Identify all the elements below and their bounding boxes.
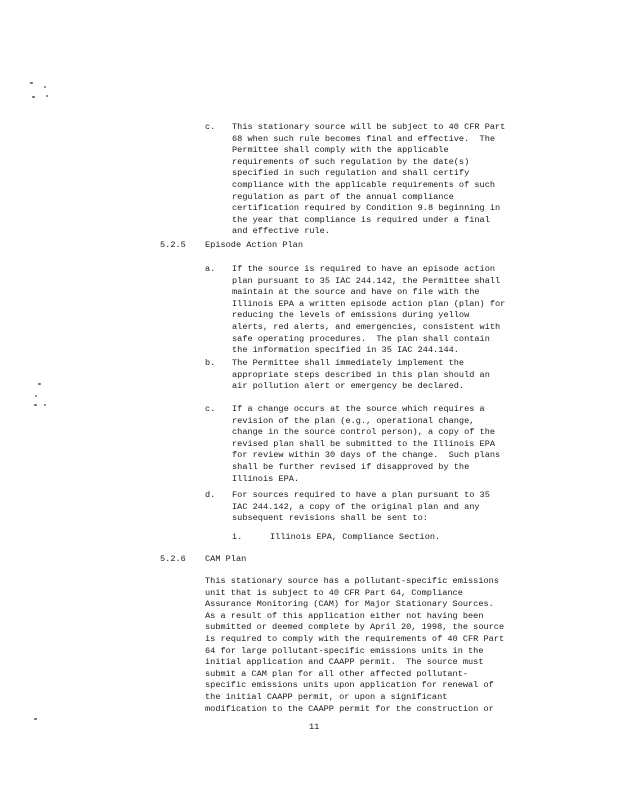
item-marker: c. (205, 122, 216, 132)
section-number: 5.2.5 (160, 240, 186, 250)
scan-speck (44, 86, 46, 88)
section-number: 5.2.6 (160, 554, 186, 564)
scan-speck (44, 404, 46, 406)
scan-speck (46, 95, 48, 97)
paragraph-item-a: If the source is required to have an episode action plan pursuant to 35 IAC 244.142, the Permittee shall maintain at the source and have on file with the Illinois EPA a written episode action plan (plan) for reducing the levels of emissions during yellow alerts, red alerts, and emergencies, consistent with safe operating procedures. The plan shall contain the information specified in 35 IAC 244.144. (232, 264, 506, 356)
scan-speck (38, 383, 41, 385)
item-marker: b. (205, 358, 216, 368)
paragraph-cam-plan: This stationary source has a pollutant-specific emissions unit that is subject to 40 CFR Part 64, Compliance Assurance Monitoring (CAM) for Major Stationary Sources. As a result of this application either not having been submitted or deemed complete by April 20, 1998, the source is required to comply with the requirements of 40 CFR Part 64 for large pollutant-specific emissions units in the initial application and CAAPP permit. The source must submit a CAM plan for all other affected pollutant- specific emissions units upon application for renewal of the initial CAAPP permit, or upon a significant modification to the CAAPP permit for the construction or (205, 576, 505, 714)
paragraph-item-c-top: This stationary source will be subject to 40 CFR Part 68 when such rule becomes final and effective. The Permittee shall comply with the applicable requirements of such regulation by the date(s) specified in such regulation and shall certify compliance with the applicable requirements of such regulation as part of the annual compliance certification required by Condition 9.8 beginning in the year that compliance is required under a final and effective rule. (232, 122, 506, 237)
item-marker: c. (205, 404, 216, 414)
paragraph-item-c: If a change occurs at the source which requires a revision of the plan (e.g., operational change, change in the source control person), a copy of the revised plan shall be submitted to the Illinois EPA for review within 30 days of the change. Such plans shall be further revised if disapproved by the Illinois EPA. (232, 404, 501, 484)
scan-speck (32, 96, 35, 98)
scan-speck (34, 718, 37, 720)
paragraph-item-d: For sources required to have a plan pursuant to 35 IAC 244.142, a copy of the original plan and any subsequent revisions shall be sent to: (232, 490, 490, 524)
item-marker: a. (205, 264, 216, 274)
sub-item-marker: i. (232, 532, 243, 542)
section-heading: CAM Plan (205, 554, 247, 564)
scan-speck (34, 404, 37, 406)
scan-speck (30, 82, 33, 84)
sub-item-text: Illinois EPA, Compliance Section. (270, 532, 441, 542)
scan-speck (35, 395, 37, 397)
paragraph-item-b: The Permittee shall immediately implement the appropriate steps described in this plan should an air pollution alert or emergency be declared. (232, 358, 490, 392)
page-number: 11 (309, 722, 320, 732)
section-heading: Episode Action Plan (205, 240, 303, 250)
item-marker: d. (205, 490, 216, 500)
